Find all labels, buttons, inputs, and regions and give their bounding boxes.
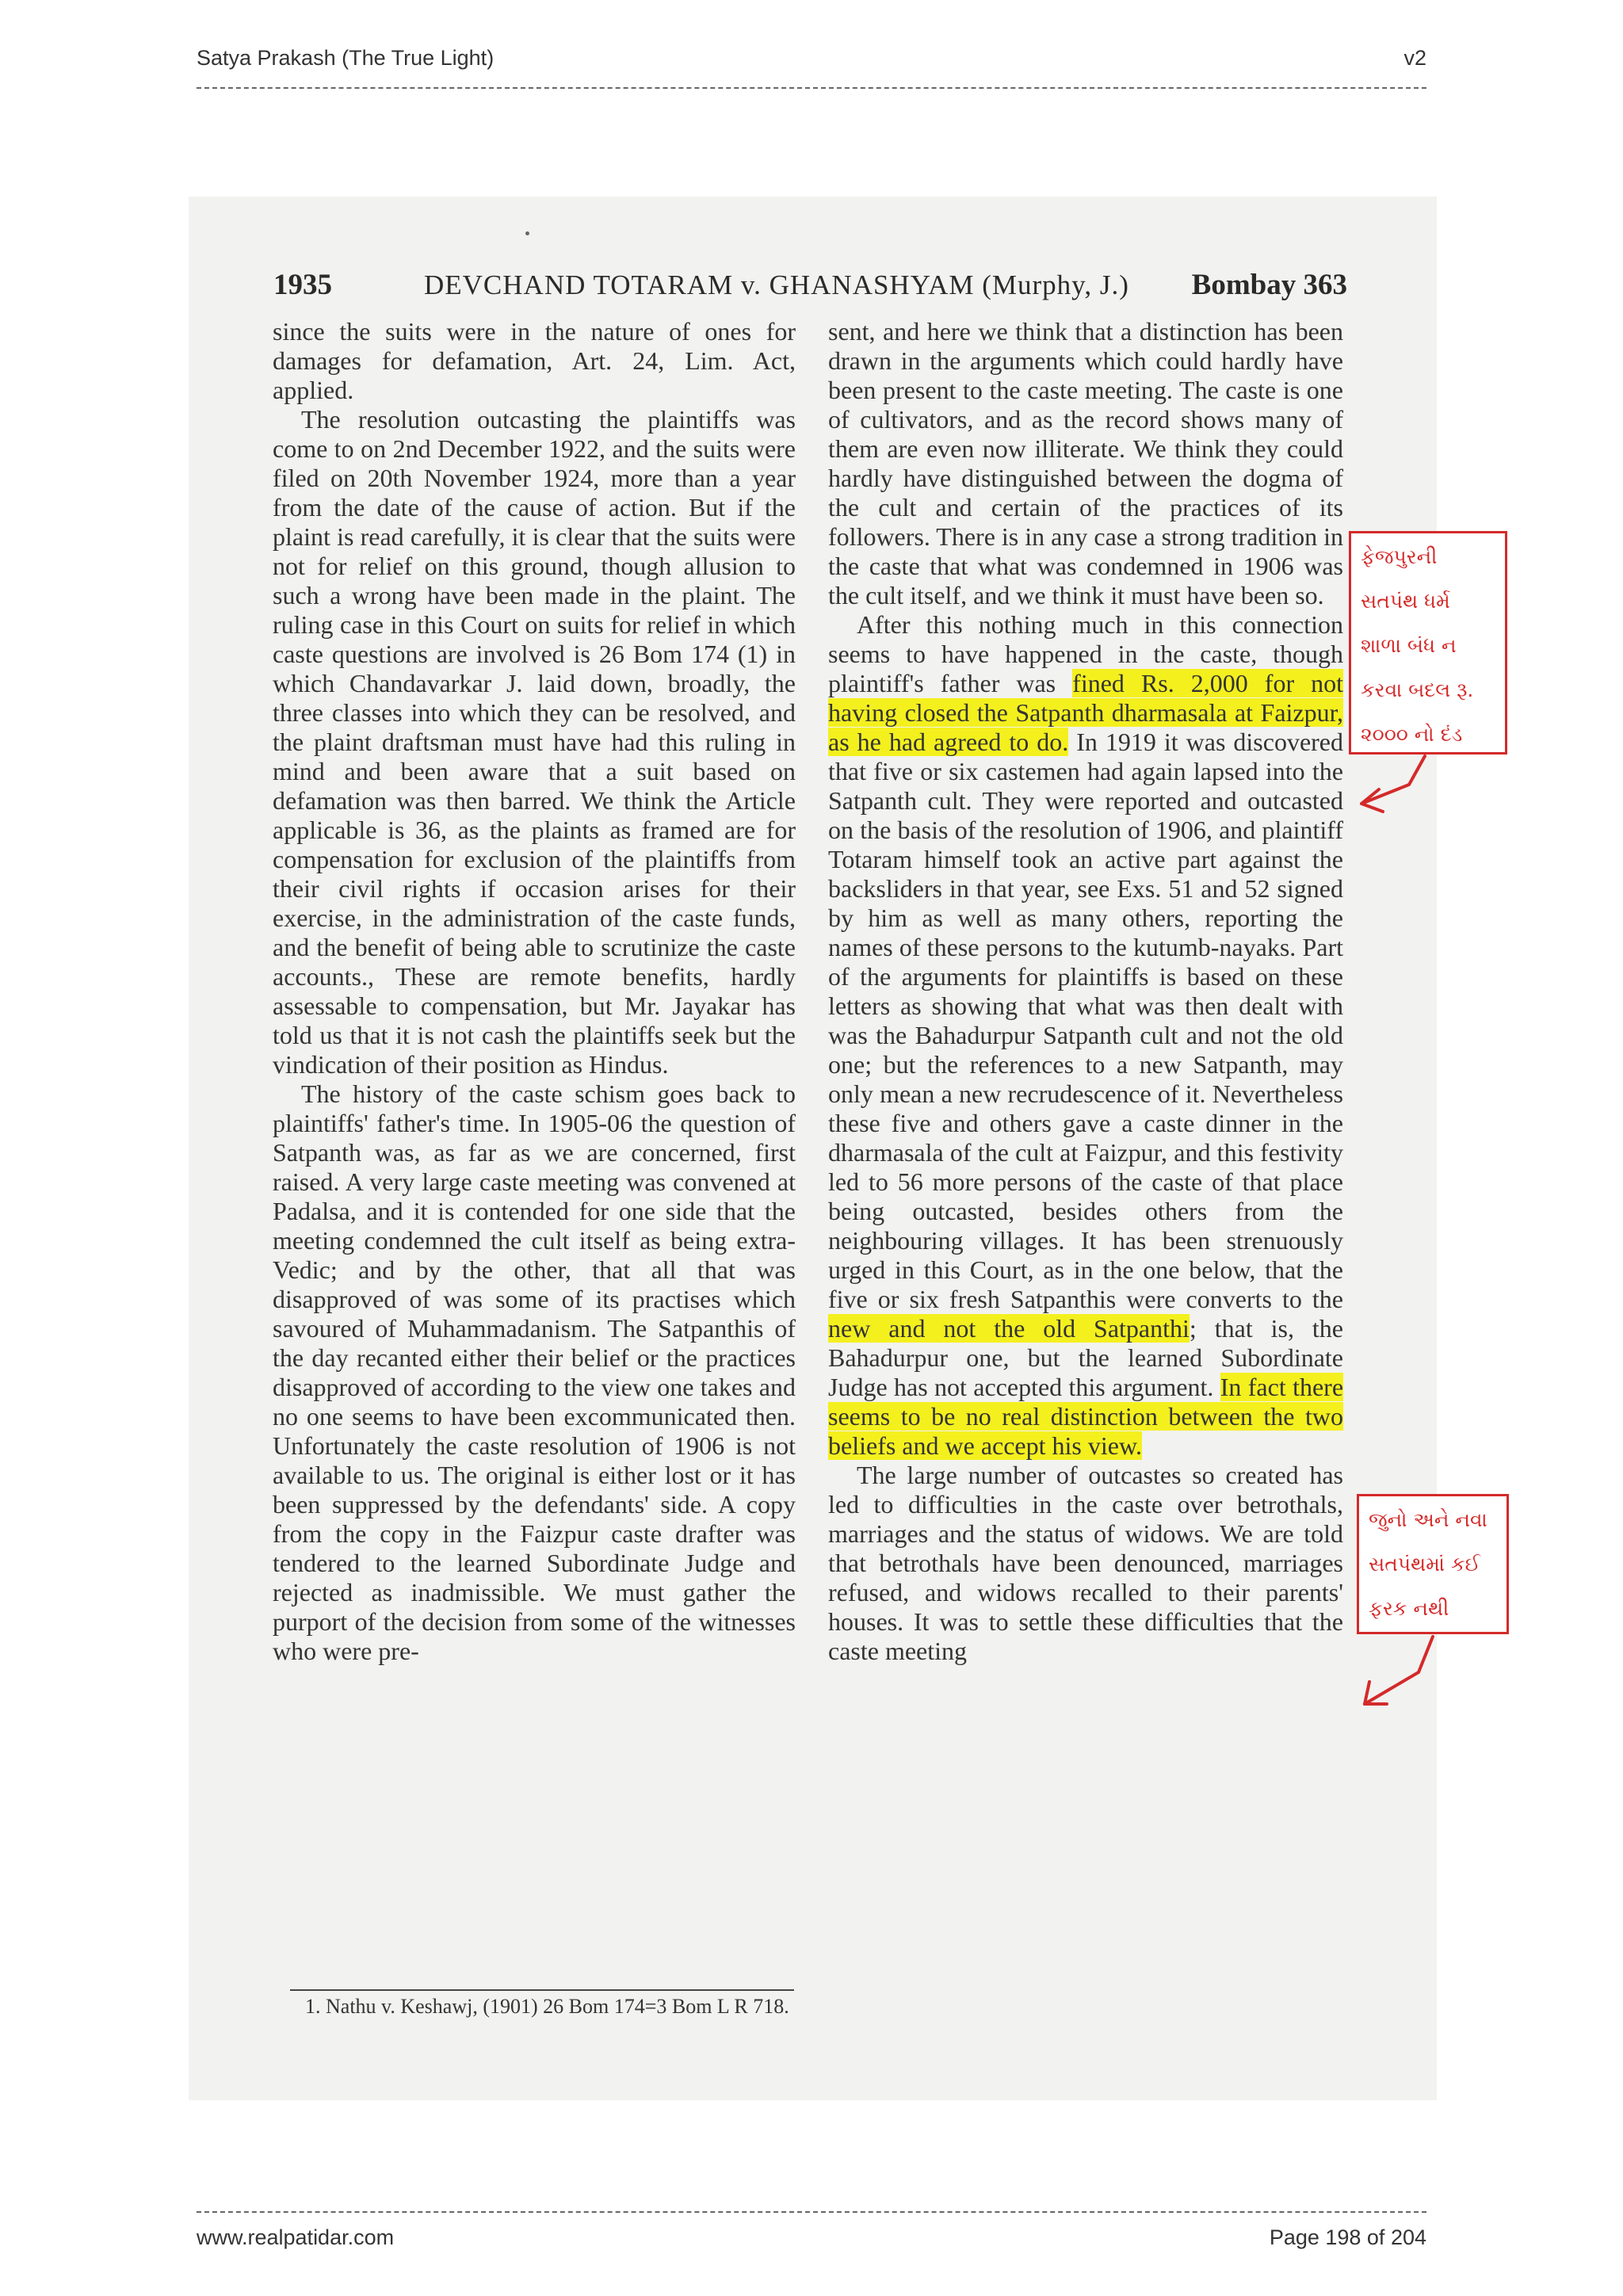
paragraph-text: In 1919 it was discovered that five or six castemen had again lapsed into the Satpanth cult. They were reported and outcasted on the basis of the resolution of 1906, and plaintiff Totaram himself took an active part against the backsliders in that year, see Exs. 51 and 52 signed by him as well as many others, reporting the names of these persons to the kutumb-nayaks. Part of the arguments for plaintiffs is based on these letters as showing that what was then dealt with was the Bahadurpur Satpanth cult and not the old one; but the references to a new Satpanth, may only mean a new recrudescence of it. Nevertheless these five and others gave a caste dinner in the dharmasala of the cult at Faizpur, and this festivity led to 56 more persons of the caste of that place being outcasted, besides others from the neighbouring villages. It has been strenuously urged in this Court, as in the one below, that the five or six fresh Satpanthis were converts to the [828,728,1344,1313]
left-paragraph: The history of the caste schism goes back to plaintiffs' father's time. In 1905-06 the question of Satpanth was, as far as we are concerned, first raised. A very large caste meeting was convened at Padalsa, and it is contended for one side that the meeting condemned the cult itself as being extra-Vedic; and by the other, that all that was disapproved of was some of its practises which savoured of Muhammadanism. The Satpanthis of the day recanted either their belief or the practices disapproved of according to the view one takes and no one seems to have been excommunicated then. Unfortunately the caste resolution of 1906 is not available to us. The original is either lost or it has been suppressed by the defendants' side. A copy from the copy in the Faizpur caste drafter was tendered to the learned Subordinate Judge and rejected as inadmissible. We must gather the purport of the decision from some of the witnesses who were pre- [273,1079,796,1665]
annotation-box-no-difference [1357,1494,1509,1634]
scan-speck [525,231,529,235]
running-footer [197,2225,1426,2250]
highlighted-text: new and not the old Satpanthi [828,1314,1190,1343]
annotation-line: શાળા બંધ ન [1361,634,1457,657]
footer-divider [197,2211,1426,2213]
annotation-line: સતપંથમાં કઈ [1369,1553,1480,1576]
right-paragraph: sent, and here we think that a distinction has been drawn in the arguments which could hardly have been present to the caste meeting. The caste is one of cultivators, and as the record shows many of them are even now illiterate. We think they could hardly have distinguished between the dogma of the cult and certain of the practices of its followers. There is in any case a strong tradition in the caste that what was condemned in 1906 was the cult itself, and we think it must have been so. [828,317,1343,609]
paragraph-text: ; that is, the Bahadurpur one, but the learned Subordinate Judge has not accepted this argument. [828,1314,1344,1401]
highlighted-text: fined Rs. 2,000 for not having closed the Satpanth dharmasala at Faizpur, as he had agreed to do. [828,669,1344,756]
running-header [197,46,1426,71]
right-paragraph [828,610,1343,1461]
right-column [828,317,1343,1666]
annotation-line: જુનો અને નવા [1369,1508,1487,1531]
paragraph-text: After this nothing much in this connection seems to have happened in the caste, though plaintiff's father was [828,610,1343,697]
document-version: v2 [1403,46,1426,70]
case-year: 1935 [273,269,332,301]
left-column [273,317,796,1666]
footnote: 1. Nathu v. Keshawj, (1901) 26 Bom 174=3 Bom L R 718. [305,1995,789,2018]
header-divider [197,87,1426,89]
case-header [273,268,1347,308]
left-paragraph: The resolution outcasting the plaintiffs was come to on 2nd December 1922, and the suits were filed on 20th November 1924, more than a year from the date of the cause of action. But if the plaint is read carefully, it is clear that the suits were not for relief on this ground, though allusion to such a wrong have been made in the plaint. The ruling case in this Court on suits for relief in which caste questions are involved is 26 Bom 174 (1) in which Chandavarkar J. laid down, broadly, the three classes into which they can be resolved, and the plaint draftsman must have had this ruling in mind and been aware that a suit based on defamation was then barred. We think the Article applicable is 36, as the plaints as framed are for compensation for exclusion of the plaintiffs from their civil rights if occasion arises for their exercise, in the administration of the caste funds, and the benefit of being able to scrutinize the caste accounts., These are remote benefits, hardly assessable to compensation, but Mr. Jayakar has told us that it is not cash the plaintiffs seek but the vindication of their position as Hindus. [273,405,796,1079]
case-title: DEVCHAND TOTARAM v. GHANASHYAM (Murphy, J.) [424,269,1129,300]
highlighted-text: In fact there seems to be no real distinction between the two beliefs and we accept his view. [828,1373,1344,1460]
annotation-box-fine [1349,531,1507,755]
annotation-line: સતપંથ ધર્મ [1361,590,1450,613]
footer-page-number: Page 198 of 204 [1269,2225,1426,2249]
left-paragraph: since the suits were in the nature of ones for damages for defamation, Art. 24, Lim. Act, applied. [273,317,796,404]
footer-site: www.realpatidar.com [197,2225,395,2249]
annotation-line: ફેજપુરની [1361,545,1438,568]
annotation-line: કરવા બદલ રૂ. [1361,678,1474,701]
right-paragraph: The large number of outcastes so created has led to difficulties in the caste over betrothals, marriages and the status of widows. We are told that betrothals have been denounced, marriages refused, and widows recalled to their parents' houses. It was to settle these difficulties that the caste meeting [828,1461,1343,1665]
case-court-page: Bombay 363 [1191,269,1347,301]
footnote-divider [290,1989,794,1991]
document-title: Satya Prakash (The True Light) [197,46,495,70]
annotation-line: ૨૦૦૦ નો દંડ [1361,723,1463,746]
annotation-line: ફરક નથી [1369,1597,1449,1620]
